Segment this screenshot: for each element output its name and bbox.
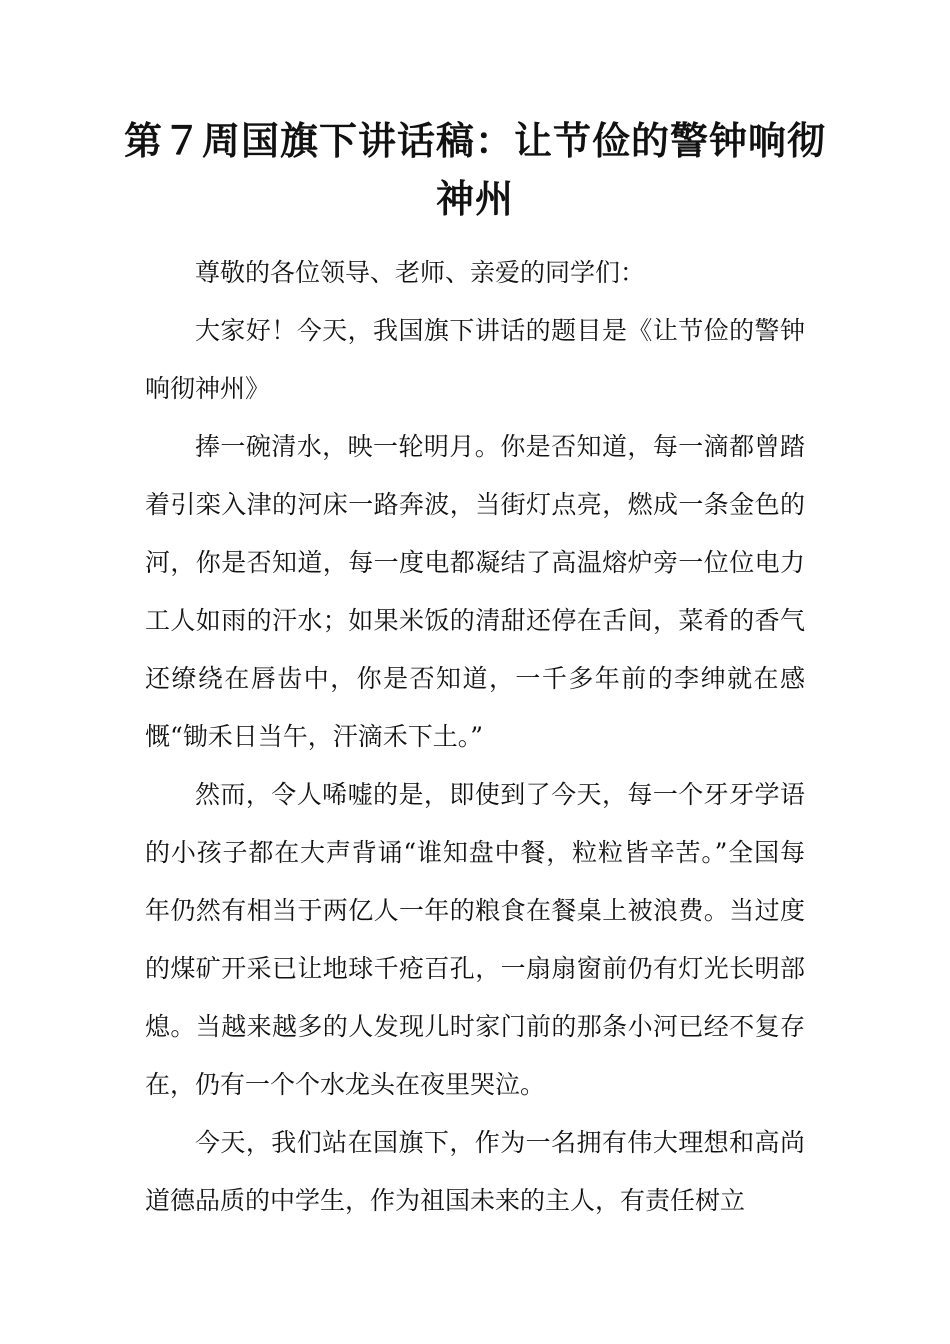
- paragraph-water-electricity-food: 捧一碗清水，映一轮明月。你是否知道，每一滴都曾踏着引栾入津的河床一路奔波，当街灯点亮，燃成一条金色的河，你是否知道，每一度电都凝结了高温熔炉旁一位位电力工人如雨的汗水；如果米饭的清甜还停在舌间，菜肴的香气还缭绕在唇齿中，你是否知道，一千多年前的李绅就在感慨“锄禾日当午，汗滴禾下土。”: [145, 432, 805, 751]
- paragraph-intro: 大家好！今天，我国旗下讲话的题目是《让节俭的警钟响彻神州》: [145, 316, 805, 403]
- page-title: 第７周国旗下讲话稿：让节俭的警钟响彻神州: [123, 119, 826, 221]
- paragraph-responsibility: 今天，我们站在国旗下，作为一名拥有伟大理想和高尚道德品质的中学生，作为祖国未来的主人，有责任树立: [145, 1128, 805, 1215]
- document-body: [145, 244, 805, 1230]
- paragraph-greeting: 尊敬的各位领导、老师、亲爱的同学们：: [195, 258, 646, 287]
- paragraph-waste: 然而，令人唏嘘的是，即使到了今天，每一个牙牙学语的小孩子都在大声背诵“谁知盘中餐，粒粒皆辛苦。”全国每年仍然有相当于两亿人一年的粮食在餐桌上被浪费。当过度的煤矿开采已让地球千疮百孔，一扇扇窗前仍有灯光长明部熄。当越来越多的人发现儿时家门前的那条小河已经不复存在，仍有一个个水龙头在夜里哭泣。: [145, 780, 805, 1099]
